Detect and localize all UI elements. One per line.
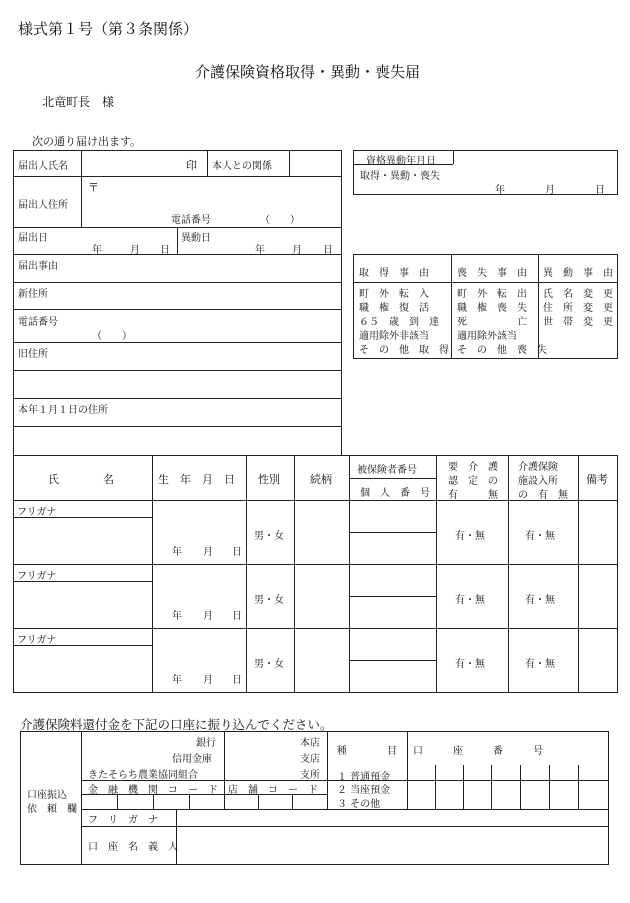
- addressee: 北竜町長 様: [42, 95, 115, 109]
- inst-type-ja[interactable]: きたそらち農業協同組合: [88, 770, 198, 781]
- reason-header-change: 異 動 事 由: [543, 268, 613, 279]
- reason-acquisition-item[interactable]: ６５ 歳 到 達: [359, 317, 439, 328]
- status-month: 月: [545, 185, 555, 196]
- bank-instruction: 介護保険料還付金を下記の口座に振り込んでください。: [20, 717, 333, 732]
- inst-type-bank[interactable]: 銀行: [196, 738, 216, 749]
- reason-loss-item[interactable]: 死 亡: [457, 317, 527, 328]
- branch-type-branch[interactable]: 支店: [300, 754, 320, 765]
- birth-year: 年: [172, 675, 182, 686]
- account-type-option[interactable]: １ 普通預金: [337, 772, 391, 783]
- seal-mark: 印: [186, 159, 197, 172]
- furigana-label: フ リ ガ ナ: [88, 815, 158, 826]
- filing-date-label: 届出日: [18, 233, 48, 244]
- filing-day: 日: [160, 245, 170, 256]
- furigana-label: フリガナ: [17, 507, 57, 518]
- reason-acquisition-item[interactable]: 町 外 転 入: [359, 289, 429, 300]
- bank-section-label: 依 頼 欄: [27, 804, 77, 815]
- reason-acquisition-item[interactable]: 適用除外非該当: [359, 331, 429, 342]
- col-header-birth: 生 年 月 日: [158, 473, 235, 486]
- birth-month: 月: [203, 675, 213, 686]
- status-day: 日: [595, 185, 605, 196]
- applicant-address-field[interactable]: [100, 178, 340, 208]
- birth-year: 年: [172, 611, 182, 622]
- col-header-care-cert: 認 定 の: [448, 476, 498, 487]
- col-header-name: 氏 名: [48, 473, 114, 486]
- furigana-label: フリガナ: [17, 571, 57, 582]
- reason-acquisition-item[interactable]: そ の 他 取 得: [359, 345, 449, 356]
- facility-options[interactable]: 有・無: [525, 531, 555, 542]
- account-type-option[interactable]: ２ 当座預金: [337, 785, 391, 796]
- sex-options[interactable]: 男・女: [254, 595, 284, 606]
- furigana-label: フリガナ: [17, 635, 57, 646]
- type-label: 種 目: [337, 746, 397, 757]
- branch-code-label: 店 舗 コ ー ド: [228, 785, 318, 796]
- applicant-name-label: 届出人氏名: [18, 161, 68, 172]
- reason-header-loss: 喪 失 事 由: [457, 268, 527, 279]
- reason-loss-item[interactable]: そ の 他 喪 失: [457, 345, 547, 356]
- bank-section-label: 口座振込: [27, 790, 67, 801]
- intro-text: 次の通り届け出ます。: [32, 135, 142, 148]
- birth-day: 日: [232, 675, 242, 686]
- inst-code-label: 金 融 機 関 コ ー ド: [88, 785, 218, 796]
- birth-year: 年: [172, 547, 182, 558]
- change-year: 年: [255, 245, 265, 256]
- account-number-label: 口 座 番 号: [413, 746, 543, 757]
- reason-label: 届出事由: [18, 261, 58, 272]
- filing-year: 年: [92, 245, 102, 256]
- col-header-facility: 施設入所: [518, 476, 558, 487]
- phone2-paren: （ ）: [92, 331, 132, 342]
- jan1-address-label: 本年１月１日の住所: [18, 405, 108, 416]
- phone2-label: 電話番号: [18, 317, 58, 328]
- change-day: 日: [323, 245, 333, 256]
- reason-change-item[interactable]: 世 帯 変 更: [543, 317, 613, 328]
- holder-label: 口 座 名 義 人: [88, 842, 178, 853]
- reason-loss-item[interactable]: 職 権 喪 失: [457, 303, 527, 314]
- col-header-care-cert: 要 介 護: [448, 462, 498, 473]
- care-cert-options[interactable]: 有・無: [455, 659, 485, 670]
- branch-type-sub[interactable]: 支所: [300, 770, 320, 781]
- applicant-address-label: 届出人住所: [18, 200, 68, 211]
- col-header-sex: 性別: [258, 473, 280, 486]
- filing-month: 月: [130, 245, 140, 256]
- care-cert-options[interactable]: 有・無: [455, 531, 485, 542]
- birth-day: 日: [232, 611, 242, 622]
- reason-header-acquisition: 取 得 事 由: [359, 268, 429, 279]
- form-number: 様式第１号（第３条関係）: [18, 20, 199, 38]
- reason-change-item[interactable]: 氏 名 変 更: [543, 289, 613, 300]
- change-month: 月: [292, 245, 302, 256]
- birth-month: 月: [203, 611, 213, 622]
- status-year: 年: [495, 185, 505, 196]
- reason-acquisition-item[interactable]: 職 権 復 活: [359, 303, 429, 314]
- holder-furigana-field[interactable]: [178, 810, 606, 825]
- birth-month: 月: [203, 547, 213, 558]
- phone-label: 電話番号: [171, 215, 211, 226]
- branch-type-head[interactable]: 本店: [300, 738, 320, 749]
- inst-type-credit[interactable]: 信用金庫: [172, 754, 212, 765]
- col-header-relation: 続柄: [310, 473, 332, 486]
- holder-name-field[interactable]: [178, 827, 606, 863]
- care-cert-options[interactable]: 有・無: [455, 595, 485, 606]
- account-type-option[interactable]: ３ その他: [337, 799, 381, 810]
- old-address-label: 旧住所: [18, 349, 48, 360]
- facility-options[interactable]: 有・無: [525, 659, 555, 670]
- birth-day: 日: [232, 547, 242, 558]
- reason-change-item[interactable]: 住 所 変 更: [543, 303, 613, 314]
- col-header-remarks: 備考: [586, 473, 608, 486]
- relation-label: 本人との関係: [212, 161, 272, 172]
- relation-field[interactable]: [290, 151, 340, 175]
- status-types: 取得・異動・喪失: [360, 171, 440, 182]
- reason-loss-item[interactable]: 町 外 転 出: [457, 289, 527, 300]
- status-date-label: 資格異動年月日: [366, 156, 436, 167]
- facility-options[interactable]: 有・無: [525, 595, 555, 606]
- col-header-insured-no: 被保険者番号: [357, 465, 417, 476]
- sex-options[interactable]: 男・女: [254, 659, 284, 670]
- change-date-label: 異動日: [181, 233, 211, 244]
- col-header-care-cert: 有 無: [448, 490, 498, 501]
- new-address-label: 新住所: [18, 289, 48, 300]
- sex-options[interactable]: 男・女: [254, 531, 284, 542]
- postal-mark: 〒: [88, 181, 99, 194]
- reason-loss-item[interactable]: 適用除外該当: [457, 331, 517, 342]
- col-header-personal-no: 個 人 番 号: [360, 488, 430, 499]
- phone-paren: （ ）: [260, 215, 300, 226]
- col-header-facility: 介護保険: [518, 462, 558, 473]
- page-title: 介護保険資格取得・異動・喪失届: [195, 63, 421, 81]
- col-header-facility: の 有 無: [518, 490, 568, 501]
